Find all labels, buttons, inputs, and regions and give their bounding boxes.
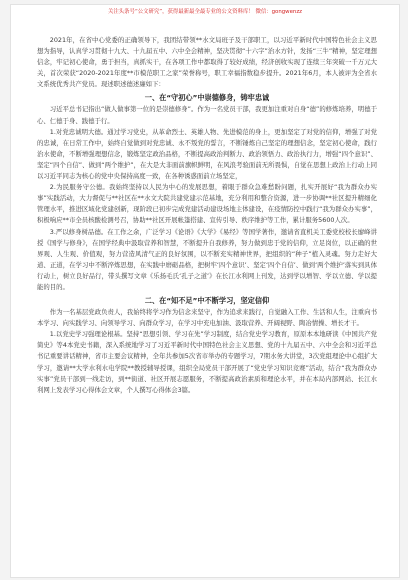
intro-paragraph: 2021年，在省中心党委的正确领导下，我团结带领**水文局班子及干部职工，以习近平新时代中国特色社会主义思想为指导，认真学习贯彻十九大、十九届五中、六中全会精神，坚决贯彻“十六字”治水方针，发扬“三牛”精神，坚定理想信念，牢记初心使命，勇于担当，真抓实干，在各项工作中都取得了较好成绩，经济创收实现了连续三年突破一千万元大关，首次荣获“2020-2021年度**市模范职工之家”荣誉称号，职工幸福指数稳步提升。2021年6月，本人被评为全省水文系统优秀共产党员。现述职述德述廉如下： bbox=[37, 36, 377, 89]
document-page bbox=[10, 4, 400, 578]
section-2-intro: 作为一名基层党政负责人，我始终将学习作为信念来坚守，作为追求来践行，自觉融入工作、生活和人生，注重向书本学习、向实践学习、向领导学习、向群众学习，在学习中充电加油、汲取营养、开阔视野、陶冶情操、增长才干。 bbox=[37, 308, 377, 328]
section-1-item-2: 2.为民服务守公德。我始终坚持以人民为中心的发展思想，着眼于群众急难愁盼问题，扎实开展好“我为群众办实事”实践活动，大力督促与**社区在**水文大院共建党建示范基地，充分利用和整合资源，进一步协调**社区提升精细化管理水平，推进区域化党建创新，现阶段已初步完成党建活动建设场地主体建设，在疫情防控中践行“我为群众办实事”，积极响应**市全员核酸检测号召，协助**社区开展帐篷搭建、宣传引导、秩序维护等工作，累计服务5600人次。 bbox=[37, 183, 377, 225]
section-1-intro: 习近平总书记指出“做人做事第一位的是崇德修身”。作为一名党员干部，我更加注重对自身“德”的修炼培养，明德于心、仁德于身、践德于行。 bbox=[37, 105, 377, 125]
section-2-item-1: 1.以党史学习强理论根基。坚持“思想引领、学习在先”学习制度，结合党史学习教育，原原本本地研读《中国共产党简史》等4本党史书籍，深入系统地学习了习近平新时代中国特色社会主义思想、党的十九届五中、六中全会和习近平总书记重要讲话精神，省市主要会议精神，全年共参加5次省市举办的专题学习，7期水务大讲堂，3次党组理论中心组扩大学习，邀请**大学水利水电学院**教授辅导授课，组织全局党员干部开展了“党史学习知识竞赛”活动，结合“我为群众办实事”党员干部到一线走访，到**街道、社区开展志愿服务，不断提高政治素质和理论水平，并在本局内部网站、长江水利网上发表学习心得体会文章，个人撰写心得体会3篇。 bbox=[37, 330, 377, 394]
section-heading-1: 一、在“守初心”中崇德修身，铸牢忠诚 bbox=[144, 93, 270, 103]
header-banner: 关注头条号“公文研究”，获得最新最全最专业的公文资料库！ 微信：gongwenzz bbox=[108, 9, 302, 15]
section-1-item-1: 1.对党忠诚明大德。通过学习党史，从革命烈士、英雄人物、先进模范的身上，更加坚定了对党的信仰，增强了对党的忠诚，在日常工作中，始终自觉做到对党忠诚、永不叛党的誓言，不断锤炼自己坚定的理想信念，坚定初心使命，践行治水使命，不断增强理想信念，锻炼坚定政治品格，不断提高政治判断力、政治领悟力、政治执行力，增强“四个意识”、坚定“四个自信”、做到“两个维护”，在大是大非面前旗帜鲜明，在风浪考验面前无所畏惧，自觉在思想上政治上行动上同以习近平同志为核心的党中央保持高度一致，在各种诱惑面前立场坚定， bbox=[37, 127, 377, 181]
document-body bbox=[37, 35, 377, 396]
section-1-item-3: 3.严以修身树品德。在工作之余，广泛学习《论语》《大学》《易经》等国学著作，邀请省直机关工委党校校长廖峰讲授《国学与修身》，在国学经典中汲取营养和智慧，不断提升自我修养，努力做到忠于党的信仰，立足岗位，以正确的世界观、人生观、价值观，努力营造风清气正的良好氛围，以不断充实精神世界，把组织的“种子”植入灵魂。努力走好大道、正道，在学习中不断淬炼思想，在实践中磨砺品格，把树牢‘四个意识’、坚定‘四个自信’、做到‘两个维护’落实到具体行动上，树立良好品行，带头撰写文章《乐扬毛氏‘孔子之道’》在长江水利网上刊发，达到学以增智、学以立德、学以提能的目的。 bbox=[37, 227, 377, 291]
section-heading-2: 二、在“知不足”中不断学习，坚定信仰 bbox=[144, 296, 270, 306]
